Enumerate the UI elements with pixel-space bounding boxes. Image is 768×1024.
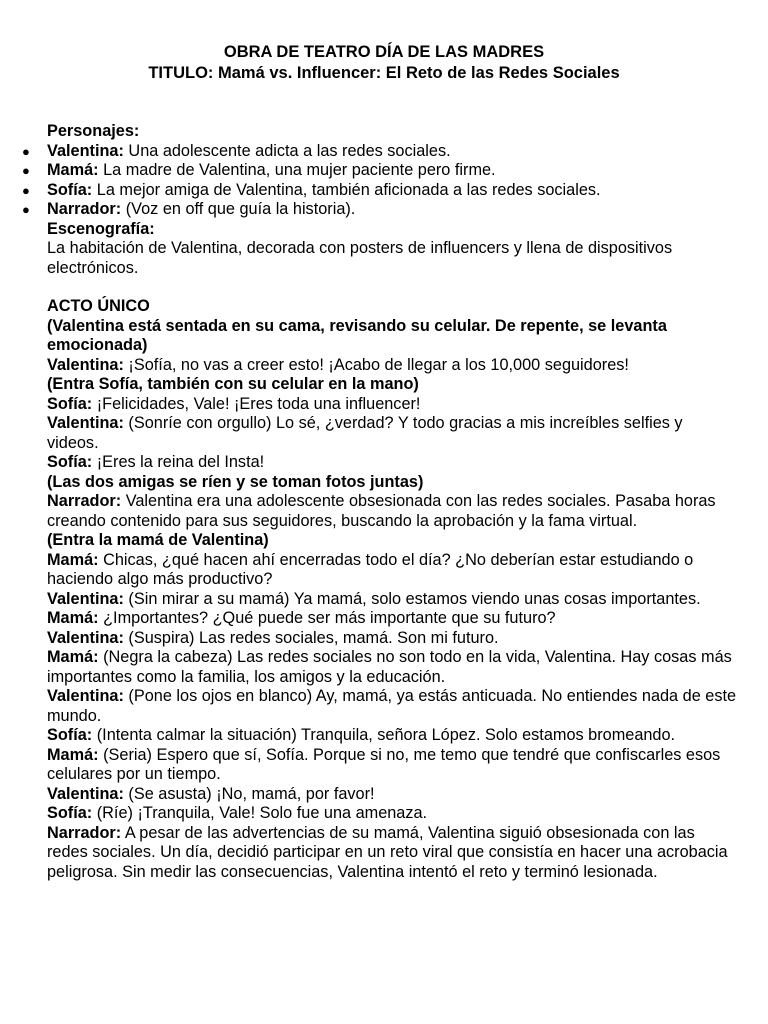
cast-desc: La madre de Valentina, una mujer paciente pero firme.: [98, 161, 496, 179]
dialogue-line: [47, 804, 737, 824]
speaker-name: Sofía:: [47, 726, 93, 744]
speaker-name: Valentina:: [47, 784, 124, 803]
cast-item-mama: [22, 161, 737, 181]
escenografia-text: La habitación de Valentina, decorada con posters de influencers y llena de dispositivos electrónicos.: [47, 239, 673, 277]
speaker-name: Narrador:: [47, 823, 122, 842]
speaker-name: Valentina:: [47, 687, 124, 705]
dialogue-line: [47, 590, 737, 610]
bullet-icon: ●: [22, 143, 30, 159]
stage-direction: (Valentina está sentada en su cama, revisando su celular. De repente, se levanta emocionada): [47, 316, 667, 354]
cast-list: [22, 141, 737, 220]
speaker-name: Mamá:: [47, 550, 99, 569]
dialogue-line: [47, 648, 737, 687]
play-title: [0, 63, 768, 84]
speaker-name: Narrador:: [47, 492, 122, 510]
stage-direction: (Entra la mamá de Valentina): [47, 531, 269, 549]
cast-name: Sofía:: [47, 180, 93, 199]
cast-item-narrador: [22, 200, 737, 220]
stage-direction: (Las dos amigas se ríen y se toman fotos juntas): [47, 472, 424, 491]
dialogue-text: Chicas, ¿qué hacen ahí encerradas todo el día? ¿No deberían estar estudiando o haciendo algo más productivo?: [47, 550, 694, 588]
dialogue-line: [47, 746, 737, 785]
dialogue-line: [47, 356, 737, 376]
dialogue-text: ¡Sofía, no vas a creer esto! ¡Acabo de llegar a los 10,000 seguidores!: [123, 355, 629, 374]
document-body: [22, 122, 737, 882]
dialogue-text: (Negra la cabeza) Las redes sociales no son todo en la vida, Valentina. Hay cosas más importantes como la familia, los amigos y la educación.: [47, 648, 732, 686]
dialogue-text: (Sin mirar a su mamá) Ya mamá, solo estamos viendo unas cosas importantes.: [123, 589, 701, 608]
dialogue-text: (Sonríe con orgullo) Lo sé, ¿verdad? Y todo gracias a mis increíbles selfies y videos.: [47, 414, 683, 452]
dialogue-text: (Se asusta) ¡No, mamá, por favor!: [123, 784, 375, 803]
dialogue-line: [47, 785, 737, 805]
dialogue-text: ¡Felicidades, Vale! ¡Eres toda una influencer!: [92, 394, 421, 413]
cast-item-sofia: [22, 180, 737, 201]
dialogue-text: ¿Importantes? ¿Qué puede ser más importante que su futuro?: [98, 609, 556, 627]
dialogue-line: [47, 414, 737, 453]
speaker-name: Mamá:: [47, 609, 99, 627]
speaker-name: Valentina:: [47, 589, 124, 608]
cast-name: Valentina:: [47, 141, 124, 160]
speaker-name: Sofía:: [47, 453, 93, 471]
bullet-icon: ●: [22, 182, 30, 198]
title-text: Mamá vs. Influencer: El Reto de las Redes Sociales: [213, 64, 620, 82]
personajes-heading: Personajes:: [47, 122, 140, 140]
stage-direction: (Entra Sofía, también con su celular en la mano): [47, 375, 419, 393]
cast-name: Narrador:: [47, 200, 122, 218]
dialogue-text: Valentina era una adolescente obsesionada con las redes sociales. Pasaba horas creando contenido para sus seguidores, buscando la aprobación y la fama virtual.: [47, 492, 716, 530]
dialogue-line: [47, 453, 737, 473]
document-header: [0, 42, 768, 84]
acto-heading: ACTO ÚNICO: [47, 297, 150, 315]
dialogue-line: [47, 609, 737, 629]
script-body: [47, 317, 737, 883]
dialogue-text: (Ríe) ¡Tranquila, Vale! Solo fue una amenaza.: [92, 804, 428, 822]
dialogue-line: [47, 492, 737, 531]
bullet-icon: ●: [22, 163, 30, 178]
dialogue-line: [47, 395, 737, 415]
dialogue-text: (Suspira) Las redes sociales, mamá. Son mi futuro.: [123, 628, 499, 647]
dialogue-text: (Pone los ojos en blanco) Ay, mamá, ya estás anticuada. No entiendes nada de este mundo.: [47, 687, 737, 725]
speaker-name: Mamá:: [47, 648, 99, 666]
cast-desc: (Voz en off que guía la historia).: [121, 200, 356, 218]
dialogue-line: [47, 726, 737, 746]
play-heading: OBRA DE TEATRO DÍA DE LAS MADRES: [223, 43, 545, 61]
speaker-name: Valentina:: [47, 628, 124, 647]
dialogue-text: (Intenta calmar la situación) Tranquila, señora López. Solo estamos bromeando.: [92, 726, 676, 744]
dialogue-text: ¡Eres la reina del Insta!: [92, 453, 265, 471]
cast-desc: La mejor amiga de Valentina, también aficionada a las redes sociales.: [92, 180, 601, 199]
dialogue-line: [47, 629, 737, 649]
cast-item-valentina: [22, 141, 737, 162]
title-label: TITULO:: [148, 64, 214, 82]
escenografia-heading: Escenografía:: [47, 219, 155, 238]
speaker-name: Mamá:: [47, 745, 99, 764]
speaker-name: Sofía:: [47, 804, 93, 822]
cast-desc: Una adolescente adicta a las redes sociales.: [123, 141, 451, 160]
cast-name: Mamá:: [47, 161, 99, 179]
dialogue-line: [47, 687, 737, 726]
dialogue-line: [47, 824, 737, 883]
dialogue-text: (Seria) Espero que sí, Sofía. Porque si no, me temo que tendré que confiscarles esos celulares por un tiempo.: [47, 745, 721, 783]
section-gap: [47, 278, 737, 297]
dialogue-line: [47, 551, 737, 590]
bullet-icon: ●: [22, 202, 30, 217]
speaker-name: Valentina:: [47, 414, 124, 432]
speaker-name: Sofía:: [47, 394, 93, 413]
dialogue-text: A pesar de las advertencias de su mamá, Valentina siguió obsesionada con las redes sociales. Un día, decidió participar en un reto viral que consistía en hacer una acrobacia peligrosa. Sin medir las consecuencias, Valentina intentó el reto y terminó lesionada.: [47, 823, 728, 881]
speaker-name: Valentina:: [47, 355, 124, 374]
